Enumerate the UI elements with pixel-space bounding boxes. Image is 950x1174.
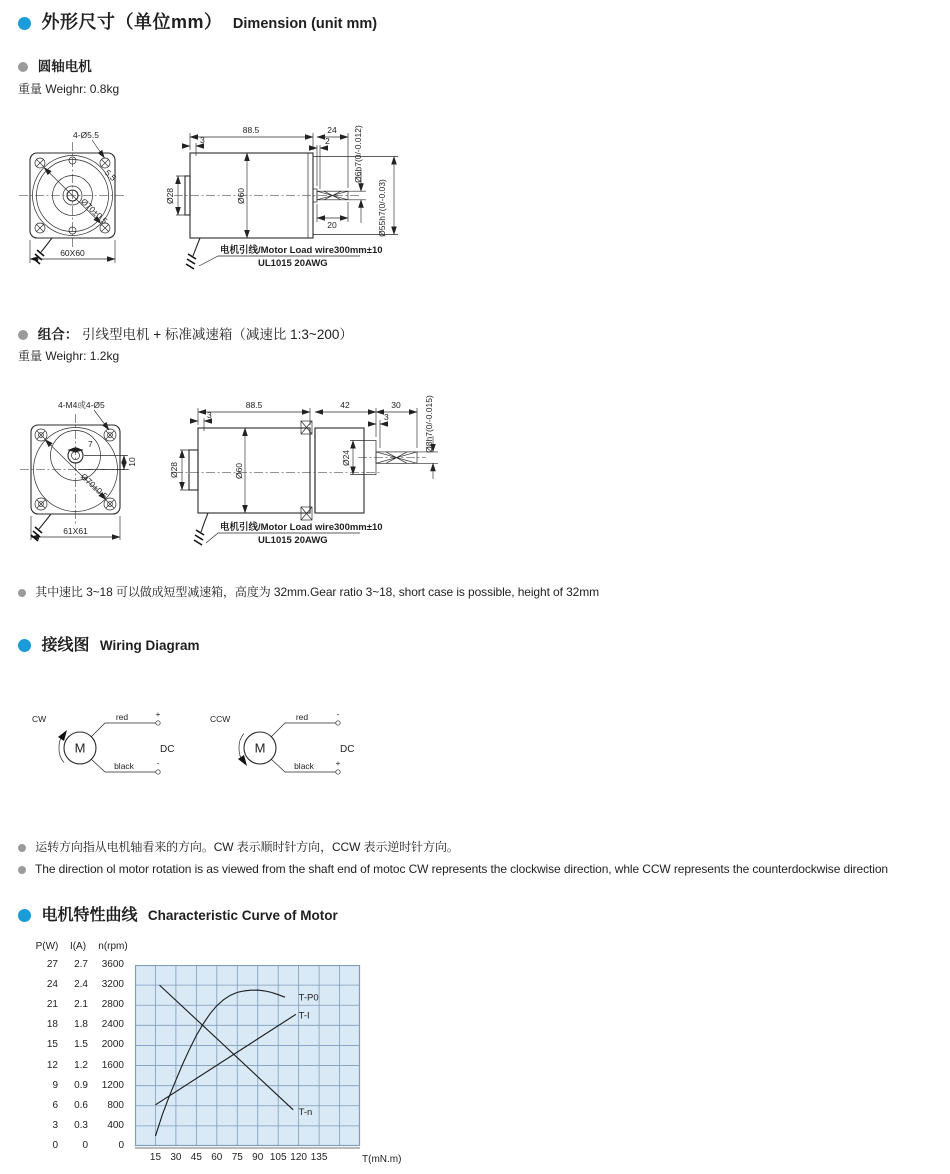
combo-heading-prefix: 组合： [37, 327, 79, 342]
dim-24: 24 [327, 125, 337, 135]
page-title [18, 8, 377, 34]
dim-3: 3 [200, 135, 205, 145]
y-tick: 1200 [101, 1079, 124, 1091]
plot-area [135, 965, 362, 1150]
ccw-bottom-sign: + [335, 758, 341, 768]
y-tick: 15 [46, 1039, 58, 1051]
dim-88-5: 88.5 [242, 125, 260, 135]
ccw-top-sign: - [336, 709, 340, 719]
y-tick: 2000 [101, 1039, 124, 1051]
section-bullet-icon [18, 639, 31, 652]
front-frame-size: 61X61 [63, 526, 88, 536]
wire-connector-icon [186, 254, 196, 269]
lead-wire [41, 238, 52, 252]
cw-black-wire-label: black [114, 761, 134, 771]
rotation-arrowhead-icon [238, 755, 247, 766]
wiring-diagram [10, 700, 430, 800]
ccw-label: CCW [210, 714, 231, 724]
x-tick: 105 [269, 1152, 287, 1163]
rotation-note-en [18, 862, 943, 876]
y-tick: 0.6 [74, 1099, 88, 1111]
lead-wire [39, 514, 51, 529]
front-dim-5-5: 5.5 [102, 167, 119, 183]
curve-heading-cn: 电机特性曲线 [41, 907, 138, 924]
front-bolt-circle: Ø70±0.5 [78, 196, 110, 226]
y-tick: 3 [52, 1119, 58, 1131]
dia-body: Ø60 [236, 187, 246, 205]
y-tick: 6 [52, 1099, 58, 1111]
round-shaft-motor-drawing [14, 112, 434, 290]
cw-bottom-sign: - [156, 758, 160, 768]
wire-connector-icon [194, 530, 204, 545]
x-tick: 120 [290, 1152, 307, 1163]
lead-wire [201, 513, 208, 532]
front-holes-label: 4-Ø5.5 [73, 130, 99, 140]
dim-3-left: 3 [207, 410, 212, 420]
y-tick: 0 [82, 1140, 88, 1151]
dia-output: Ø24 [341, 449, 351, 467]
note-bullet-icon [18, 866, 26, 874]
rotation-note-cn-text: 运转方向指从电机轴看来的方向。CW 表示顺时针方向，CCW 表示逆时针方向。 [35, 840, 459, 854]
subsection-bullet-icon [18, 62, 28, 72]
ccw-supply-label: DC [340, 744, 355, 755]
wire-label: 电机引线/Motor Load wire300mm±10 [220, 522, 383, 533]
dim-20: 20 [327, 220, 337, 230]
y-tick: 21 [46, 999, 58, 1011]
y-tick: 1.2 [74, 1059, 88, 1071]
y-tick: 0 [118, 1140, 124, 1151]
pilot-tolerance: Ø55h7(0/-0.03) [377, 179, 387, 237]
wire-spec: UL1015 20AWG [258, 535, 328, 546]
x-tick: 135 [310, 1152, 328, 1163]
y-axis-header: I(A) [69, 941, 87, 952]
curve-heading [18, 902, 338, 925]
rotation-note-cn [18, 838, 459, 855]
y-tick: 2400 [101, 1019, 124, 1031]
x-tick: 60 [211, 1152, 223, 1163]
y-tick: 3600 [101, 959, 124, 970]
ccw-red-wire-label: red [295, 712, 309, 722]
combo-heading-rest: 引线型电机 + 标准减速箱（减速比 1:3~200） [82, 327, 353, 342]
series-label: T-n [298, 1106, 313, 1118]
side-view [165, 125, 398, 269]
page-title-cn: 外形尺寸（单位mm） [41, 12, 223, 32]
front-view [20, 400, 137, 541]
dim-2: 2 [325, 136, 330, 146]
front-frame-size: 60X60 [60, 248, 85, 258]
y-tick: 2.1 [74, 999, 88, 1011]
y-tick: 0.9 [74, 1079, 88, 1091]
series-label: T-I [298, 1010, 310, 1022]
section-bullet-icon [18, 909, 31, 922]
gear-ratio-note-text: 其中速比 3~18 可以做成短型减速箱，高度为 32mm.Gear ratio 3~18, short case is possible, height of 32mm [35, 585, 600, 599]
motor-symbol: M [254, 740, 266, 756]
cw-circuit [32, 709, 174, 774]
dim-30: 30 [391, 400, 401, 410]
rotation-note-en-text: The direction ol motor rotation is as viewed from the shaft end of motoc CW represents the clockwise direction, whle CCW represents the counterdockwise direction [35, 862, 888, 876]
ccw-circuit [210, 709, 354, 774]
combo-heading [18, 323, 353, 343]
dia-boss: Ø28 [165, 187, 175, 205]
motor-symbol: M [74, 740, 86, 756]
y-tick: 400 [107, 1119, 124, 1131]
characteristic-curve-chart [0, 938, 460, 1174]
side-view [169, 395, 438, 546]
y-tick: 27 [46, 959, 58, 970]
y-tick: 1.5 [74, 1039, 88, 1051]
y-tick: 9 [52, 1079, 58, 1091]
wire-connector-icon [31, 527, 42, 541]
round-shaft-weight: 重量 Weighr: 0.8kg [18, 82, 120, 96]
dia-body: Ø60 [234, 462, 244, 480]
wire-label: 电机引线/Motor Load wire300mm±10 [220, 245, 383, 256]
y-tick: 1600 [101, 1059, 124, 1071]
y-tick: 0.3 [74, 1119, 88, 1131]
wiring-heading-en: Wiring Diagram [99, 638, 200, 653]
page-title-en: Dimension (unit mm) [232, 16, 378, 32]
x-tick: 30 [170, 1152, 182, 1163]
dim-3-right: 3 [384, 412, 389, 422]
y-tick: 0 [52, 1140, 58, 1151]
series-label: T-P0 [298, 992, 319, 1004]
y-tick: 1.8 [74, 1019, 88, 1031]
note-bullet-icon [18, 844, 26, 852]
note-bullet-icon [18, 589, 26, 597]
x-tick: 15 [149, 1152, 162, 1163]
section-bullet-icon [18, 17, 31, 30]
dim-42: 42 [340, 400, 350, 410]
combo-weight: 重量 Weighr: 1.2kg [18, 349, 120, 363]
front-bolt-circle: Ø70±0.5 [78, 471, 110, 501]
subsection-bullet-icon [18, 330, 28, 340]
x-tick: 75 [231, 1152, 243, 1163]
wire-connector-icon [33, 250, 44, 264]
front-dim-10: 10 [127, 457, 137, 467]
y-tick: 24 [46, 979, 58, 991]
round-shaft-heading [18, 55, 92, 75]
y-tick: 800 [107, 1099, 124, 1111]
y-tick: 2800 [101, 999, 124, 1011]
cw-red-wire-label: red [115, 712, 129, 722]
dim-88-5: 88.5 [245, 400, 263, 410]
wire-spec: UL1015 20AWG [258, 258, 328, 269]
cw-label: CW [32, 714, 47, 724]
lead-wire [193, 238, 200, 256]
x-tick: 90 [252, 1152, 264, 1163]
cw-top-sign: + [155, 709, 161, 719]
geared-motor-drawing [14, 388, 454, 570]
y-tick: 2.7 [74, 959, 88, 970]
ccw-black-wire-label: black [294, 761, 314, 771]
y-axis-header: n(rpm) [98, 941, 128, 952]
y-tick: 2.4 [74, 979, 88, 991]
shaft-tolerance: Ø8h7(0/-0.015) [424, 395, 434, 453]
front-view [19, 130, 126, 264]
y-tick: 3200 [101, 979, 124, 991]
round-shaft-heading-text: 圆轴电机 [37, 59, 92, 74]
shaft-tolerance: Ø6h7(0/-0.012) [353, 125, 363, 183]
gear-ratio-note [18, 583, 599, 600]
y-tick: 18 [46, 1019, 58, 1031]
x-axis-label: T(mN.m) [362, 1154, 402, 1165]
front-holes-label: 4-M4或4-Ø5 [58, 400, 105, 410]
front-dim-7: 7 [88, 439, 93, 449]
x-tick: 45 [190, 1152, 202, 1163]
y-axis-header: P(W) [35, 941, 59, 952]
dia-boss: Ø28 [169, 461, 179, 479]
y-tick: 12 [46, 1059, 58, 1071]
rotation-arrowhead-icon [58, 730, 67, 741]
wiring-heading-cn: 接线图 [41, 637, 90, 654]
curve-heading-en: Characteristic Curve of Motor [147, 908, 338, 923]
wiring-heading [18, 632, 200, 655]
cw-supply-label: DC [160, 744, 175, 755]
